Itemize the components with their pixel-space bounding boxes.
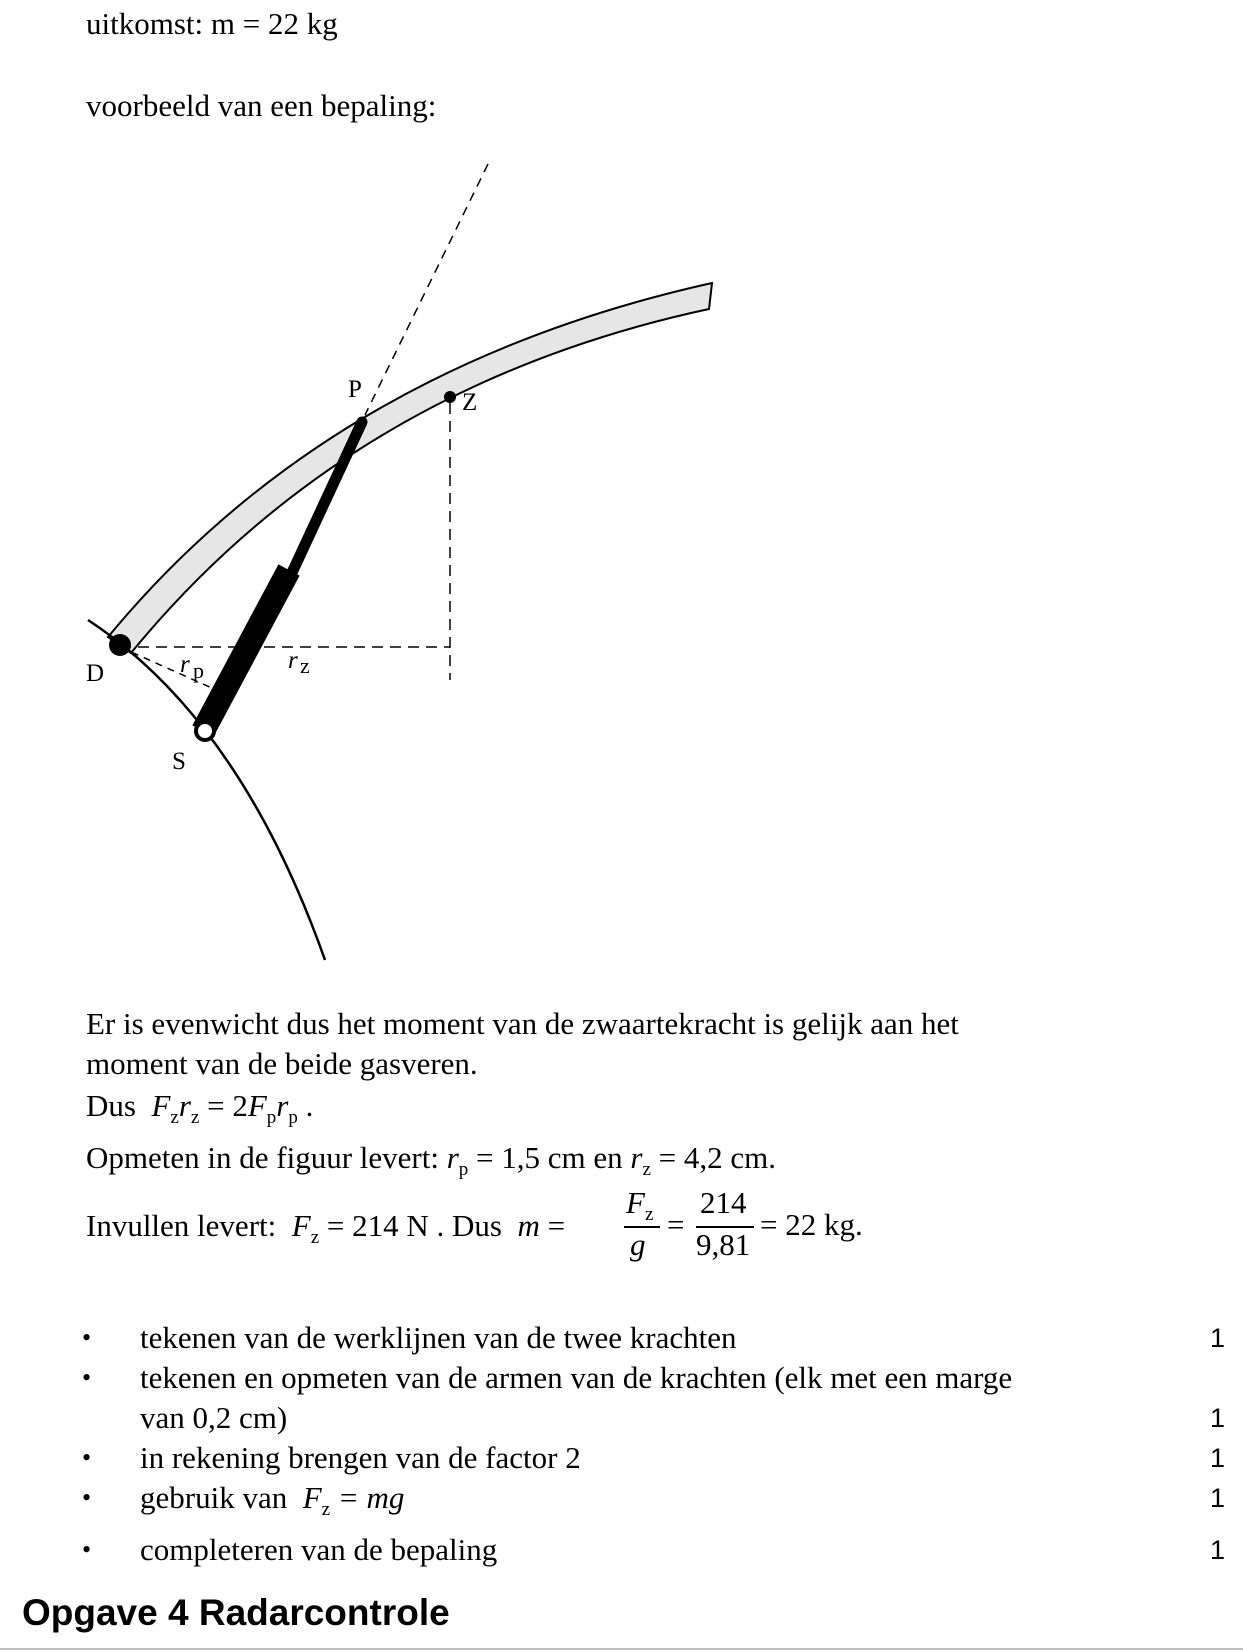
m-symbol: m	[517, 1208, 540, 1243]
invullen-text: Invullen levert:	[86, 1208, 277, 1243]
rp-value: = 1,5 cm en	[476, 1140, 623, 1175]
eq-period: .	[305, 1088, 314, 1123]
intro-line: voorbeeld van een bepaling:	[86, 88, 437, 123]
frac-equals: =	[667, 1207, 685, 1242]
bottom-divider	[0, 1648, 1243, 1650]
fz-value: = 214 N . Dus	[326, 1208, 502, 1243]
frac1-denominator: g	[630, 1227, 646, 1262]
section-heading: Opgave 4 Radarcontrole	[22, 1592, 450, 1633]
points-5: 1	[1210, 1535, 1226, 1565]
eq-F1: F	[151, 1088, 171, 1123]
gas-spring-cylinder	[203, 570, 289, 731]
point-S-pivot	[196, 722, 214, 740]
points-2: 1	[1210, 1403, 1226, 1433]
criterion-2b: van 0,2 cm)	[140, 1400, 288, 1435]
criterion-4	[140, 1478, 1140, 1518]
bullet-1: •	[82, 1323, 92, 1352]
criterion-5: completeren van de bepaling	[140, 1532, 498, 1567]
criterion-4-rest: = mg	[337, 1480, 405, 1515]
m-equals: =	[547, 1208, 566, 1243]
rp-symbol: r	[446, 1140, 459, 1175]
hood-arm	[108, 283, 712, 653]
frac2-numerator: 214	[700, 1185, 747, 1220]
rz-value: = 4,2 cm.	[658, 1140, 777, 1175]
points-1: 1	[1210, 1323, 1226, 1353]
result-value: = 22 kg.	[760, 1207, 863, 1242]
measurement-line	[86, 1140, 777, 1180]
frac1-numerator	[626, 1185, 654, 1225]
label-rp-sub: p	[193, 658, 204, 683]
label-S: S	[172, 748, 186, 775]
points-4: 1	[1210, 1483, 1226, 1513]
frac1-F: F	[626, 1185, 645, 1220]
rz-symbol: r	[630, 1140, 643, 1175]
bullet-5: •	[82, 1535, 92, 1564]
criterion-4-z: z	[321, 1499, 331, 1520]
bullet-3: •	[82, 1443, 92, 1472]
eq-p2: p	[288, 1107, 298, 1128]
eq-p1: p	[266, 1107, 277, 1128]
result-line: uitkomst: m = 22 kg	[86, 6, 338, 41]
eq-z1: z	[170, 1107, 179, 1128]
opmeten-text: Opmeten in de figuur levert:	[86, 1140, 439, 1175]
frac2-denominator: 9,81	[696, 1227, 751, 1262]
eq-r2: r	[276, 1088, 289, 1123]
point-D-hinge	[109, 634, 131, 656]
frac1-z: z	[644, 1204, 654, 1225]
label-Z: Z	[462, 389, 478, 416]
label-rz: r	[288, 647, 298, 674]
criterion-3: in rekening brengen van de factor 2	[140, 1440, 581, 1475]
dus-label: Dus	[86, 1088, 136, 1123]
rp-subscript: p	[458, 1159, 469, 1180]
point-Z-marker	[444, 391, 456, 403]
substitution-line	[86, 1208, 566, 1248]
label-rz-sub: z	[300, 653, 310, 678]
eq-F2: F	[247, 1088, 267, 1123]
explanation-line-1: Er is evenwicht dus het moment van de zwaartekracht is gelijk aan het	[86, 1006, 959, 1041]
eq-r1: r	[178, 1088, 191, 1123]
bullet-4: •	[82, 1483, 92, 1512]
fz-symbol: F	[291, 1208, 311, 1243]
label-P: P	[348, 376, 362, 403]
rz-subscript: z	[642, 1159, 651, 1180]
criterion-2a: tekenen en opmeten van de armen van de krachten (elk met een marge	[140, 1360, 1013, 1395]
eq-z2: z	[190, 1107, 200, 1128]
eq-equals-2: = 2	[207, 1088, 248, 1123]
explanation-line-2: moment van de beide gasveren.	[86, 1046, 478, 1081]
label-D: D	[86, 660, 105, 687]
criterion-4-F: F	[302, 1480, 322, 1515]
criterion-1: tekenen van de werklijnen van de twee krachten	[140, 1320, 737, 1355]
label-rp: r	[180, 651, 190, 678]
bullet-2: •	[82, 1363, 92, 1392]
points-3: 1	[1210, 1443, 1226, 1473]
criterion-4-text: gebruik van	[140, 1480, 288, 1515]
fz-subscript: z	[310, 1227, 320, 1248]
moment-equation-line	[86, 1088, 314, 1128]
